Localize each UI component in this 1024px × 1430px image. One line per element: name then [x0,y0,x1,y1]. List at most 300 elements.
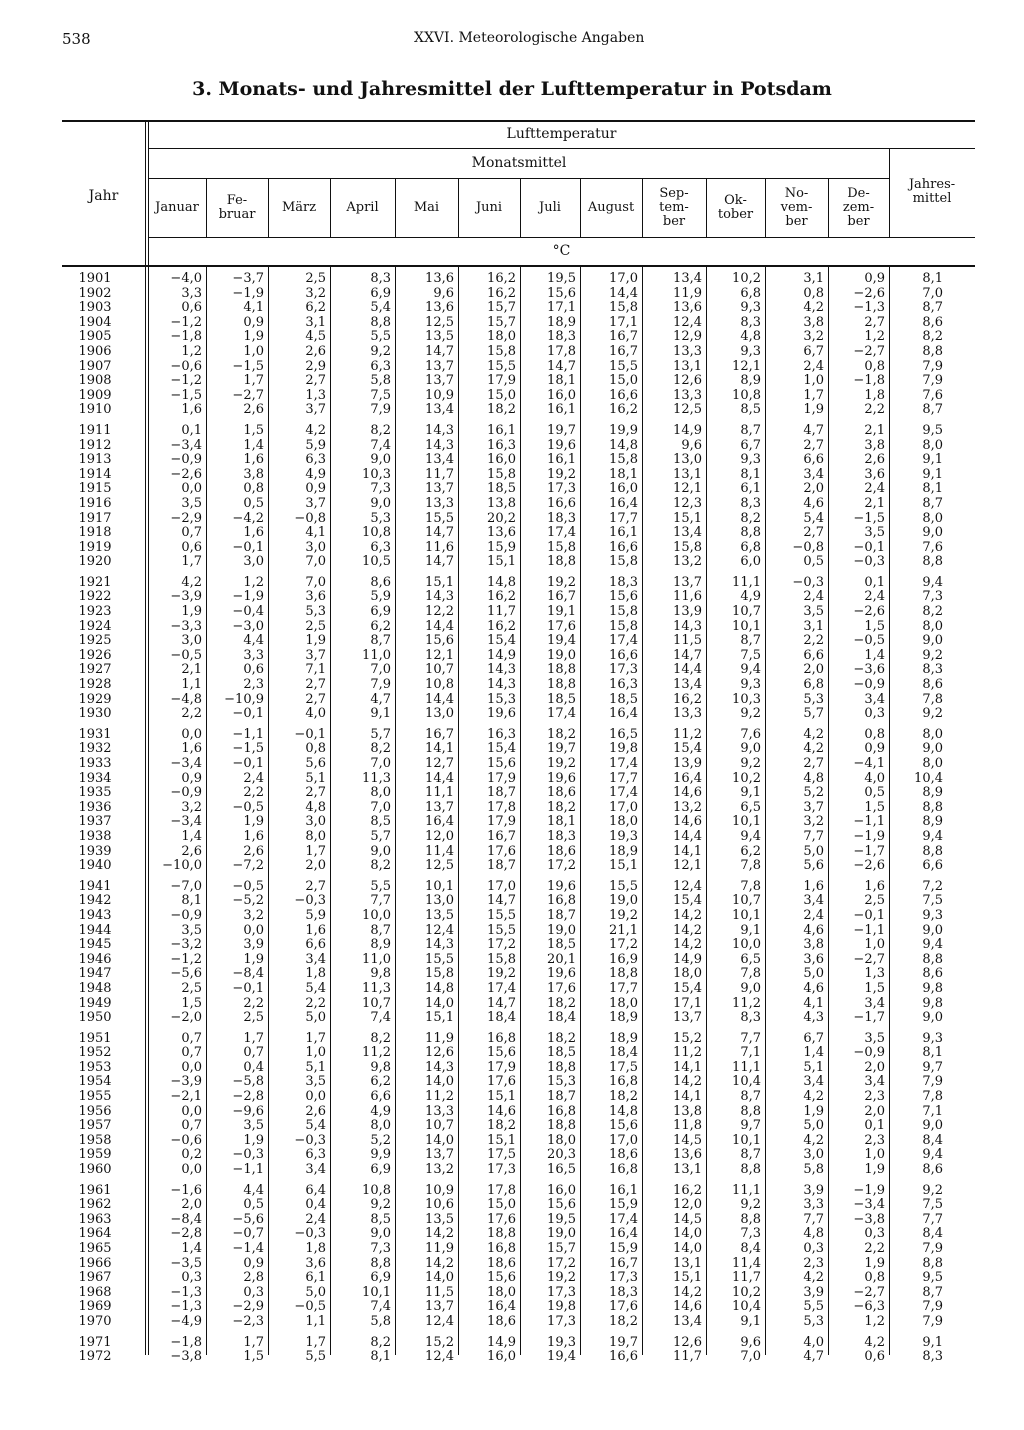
month-mean-cell: 17,7 [609,771,638,786]
month-mean-cell: 15,5 [487,359,516,374]
month-mean-cell: 14,9 [487,648,516,663]
month-mean-cell: 1,6 [243,526,264,541]
month-mean-cell: 8,4 [740,1242,761,1256]
month-mean-cell: −1,5 [170,388,202,403]
month-mean-cell: 4,0 [305,707,326,722]
month-mean-cell: 18,1 [609,467,638,482]
year-cell: 1922 [78,590,112,605]
annual-mean-cell: 7,5 [922,1198,943,1213]
month-mean-cell: 2,0 [864,1060,885,1075]
month-mean-cell: 0,4 [305,1198,326,1213]
month-mean-cell: 2,2 [864,403,885,418]
month-mean-cell: 0,0 [181,482,202,497]
annual-mean-cell: 8,8 [922,555,943,570]
month-mean-cell: 6,3 [305,1148,326,1163]
month-mean-cell: 15,1 [487,1090,516,1105]
table-row [62,403,947,418]
month-mean-cell: 17,6 [547,619,576,634]
month-mean-cell: 15,8 [425,967,454,982]
year-cell: 1902 [78,286,112,301]
month-mean-cell: 0,6 [864,1350,885,1365]
month-mean-cell: 3,5 [305,1075,326,1090]
month-mean-cell: 6,8 [740,286,761,301]
month-mean-cell: 13,9 [673,605,702,620]
year-cell: 1923 [78,605,112,620]
table-row [62,1134,947,1149]
month-mean-cell: 16,5 [609,726,638,742]
month-mean-cell: 16,3 [487,438,516,453]
header-bottom-rule [62,265,975,267]
month-mean-cell: 6,1 [740,482,761,497]
month-mean-cell: 14,6 [673,786,702,801]
month-mean-cell: −0,3 [294,1227,326,1242]
table-row [62,693,947,708]
month-mean-cell: −1,1 [853,923,885,938]
month-mean-cell: 4,9 [740,590,761,605]
table-row [62,678,947,693]
month-mean-cell: −0,1 [232,707,264,722]
month-mean-cell: 18,6 [547,786,576,801]
month-mean-cell: 1,9 [243,815,264,830]
month-mean-cell: 2,5 [243,1011,264,1026]
month-mean-cell: −1,6 [170,1182,202,1198]
month-mean-cell: 16,8 [609,1163,638,1178]
month-mean-cell: 13,2 [425,1163,454,1178]
month-mean-cell: 8,3 [740,1011,761,1026]
month-mean-cell: 16,1 [487,422,516,438]
month-mean-cell: 16,4 [609,707,638,722]
month-mean-cell: 12,1 [425,648,454,663]
month-mean-cell: 13,7 [425,1300,454,1315]
month-mean-cell: 1,6 [864,878,885,894]
annual-mean-cell: 9,1 [922,1334,943,1350]
month-mean-cell: 1,1 [305,1314,326,1329]
month-mean-cell: 13,7 [673,574,702,590]
table-row [62,1330,947,1351]
month-mean-cell: 2,2 [864,1242,885,1256]
annual-mean-cell: 7,9 [922,359,943,374]
month-mean-cell: 14,5 [673,1212,702,1227]
month-mean-cell: 2,6 [243,844,264,859]
month-mean-cell: 12,1 [732,359,761,374]
month-mean-cell: 5,7 [370,726,391,742]
month-mean-cell: 12,5 [673,403,702,418]
month-mean-cell: 13,2 [673,800,702,815]
month-mean-cell: 19,0 [547,1227,576,1242]
month-header: Januar [155,200,199,215]
month-mean-cell: 8,2 [740,511,761,526]
month-mean-cell: −3,4 [853,1198,885,1213]
month-mean-cell: 14,1 [673,1060,702,1075]
month-mean-cell: 19,2 [547,757,576,771]
month-mean-cell: −3,4 [170,757,202,771]
annual-mean-cell: 7,9 [922,1314,943,1329]
year-cell: 1959 [78,1148,112,1163]
month-mean-cell: 3,3 [243,648,264,663]
table-row [62,287,947,302]
year-cell: 1907 [78,359,112,374]
month-mean-cell: 19,2 [547,574,576,590]
month-mean-cell: 14,7 [425,555,454,570]
month-mean-cell: 17,9 [487,815,516,830]
month-mean-cell: −2,8 [232,1090,264,1105]
month-mean-cell: 7,7 [803,1212,824,1227]
month-mean-cell: 16,9 [609,952,638,967]
month-mean-cell: 17,9 [487,771,516,786]
month-mean-cell: 0,3 [181,1271,202,1286]
table-row [62,1242,947,1257]
month-mean-cell: 3,4 [305,1163,326,1178]
month-mean-cell: 16,4 [673,771,702,786]
annual-mean-cell: 9,1 [922,467,943,482]
month-mean-cell: 14,8 [609,1104,638,1119]
year-cell: 1935 [78,786,112,801]
month-mean-cell: 7,5 [740,648,761,663]
table-row [62,894,947,909]
month-mean-cell: 8,3 [740,315,761,330]
month-mean-cell: 8,2 [370,1030,391,1046]
month-mean-cell: 10,7 [362,996,391,1011]
month-mean-cell: 10,1 [732,619,761,634]
month-mean-cell: 19,6 [487,707,516,722]
month-mean-cell: 10,7 [425,1119,454,1134]
table-row [62,953,947,968]
month-mean-cell: 17,7 [609,511,638,526]
month-mean-cell: 6,7 [803,344,824,359]
month-mean-cell: 5,3 [305,605,326,620]
month-mean-cell: 10,1 [425,878,454,894]
month-mean-cell: 8,1 [181,894,202,909]
month-mean-cell: 7,8 [740,878,761,894]
year-cell: 1962 [78,1198,112,1213]
month-mean-cell: 12,5 [425,315,454,330]
table-row [62,722,947,743]
month-mean-cell: 14,2 [673,908,702,923]
month-mean-cell: 15,8 [547,540,576,555]
month-mean-cell: 14,9 [673,422,702,438]
month-mean-cell: 3,7 [305,496,326,511]
month-mean-cell: 8,2 [370,742,391,757]
month-mean-cell: 6,3 [370,540,391,555]
month-mean-cell: 19,9 [609,422,638,438]
month-mean-cell: 18,5 [609,692,638,707]
month-mean-cell: 18,8 [547,555,576,570]
month-mean-cell: 14,8 [425,981,454,996]
month-mean-cell: 1,0 [305,1046,326,1061]
month-mean-cell: −1,8 [170,1334,202,1350]
table-row [62,1163,947,1178]
month-mean-cell: 13,7 [425,1148,454,1163]
month-mean-cell: 15,0 [487,388,516,403]
month-mean-cell: 15,6 [487,1271,516,1286]
month-mean-cell: 13,2 [673,555,702,570]
month-mean-cell: 0,3 [803,1242,824,1256]
month-mean-cell: 12,1 [673,859,702,874]
month-mean-cell: 15,1 [609,859,638,874]
month-mean-cell: 8,7 [740,422,761,438]
month-mean-cell: 5,5 [370,878,391,894]
month-mean-cell: −3,8 [853,1212,885,1227]
month-mean-cell: 0,0 [305,1090,326,1105]
month-mean-cell: 7,1 [740,1046,761,1061]
month-mean-cell: 7,8 [740,967,761,982]
month-mean-cell: 3,9 [243,938,264,953]
month-mean-cell: 14,3 [673,619,702,634]
month-mean-cell: 9,6 [433,286,454,301]
month-mean-cell: 13,4 [425,453,454,468]
month-header: Juli [539,200,561,215]
month-mean-cell: 10,0 [732,938,761,953]
month-mean-cell: 1,9 [864,1163,885,1178]
year-cell: 1947 [78,967,112,982]
month-mean-cell: 2,0 [864,1104,885,1119]
month-mean-cell: 14,3 [487,663,516,678]
year-cell: 1964 [78,1227,112,1242]
month-mean-cell: 1,9 [864,1256,885,1271]
annual-mean-cell: 9,4 [922,938,943,953]
month-mean-cell: 19,0 [609,894,638,909]
year-cell: 1940 [78,859,112,874]
month-mean-cell: 4,2 [864,1334,885,1350]
month-mean-cell: 5,4 [305,1119,326,1134]
annual-mean-cell: 8,7 [922,403,943,418]
year-cell: 1943 [78,908,112,923]
month-header: April [346,200,379,215]
annual-mean-cell: 9,5 [922,1271,943,1286]
year-cell: 1915 [78,482,112,497]
month-mean-cell: 0,3 [243,1285,264,1300]
month-mean-cell: 9,3 [740,678,761,693]
month-mean-cell: 9,0 [370,496,391,511]
month-mean-cell: 18,6 [487,1256,516,1271]
month-mean-cell: 0,5 [243,496,264,511]
month-mean-cell: 17,0 [487,878,516,894]
month-mean-cell: 5,5 [370,330,391,345]
month-mean-cell: −1,5 [853,511,885,526]
month-mean-cell: 12,2 [425,605,454,620]
table-row [62,330,947,345]
month-mean-cell: 6,8 [740,540,761,555]
month-mean-cell: 4,9 [370,1104,391,1119]
month-mean-cell: 11,7 [487,605,516,620]
month-mean-cell: 2,7 [305,786,326,801]
table-row [62,649,947,664]
month-mean-cell: 4,8 [803,1227,824,1242]
month-mean-cell: 1,7 [803,388,824,403]
annual-mean-cell: 8,2 [922,330,943,345]
month-mean-cell: 5,7 [803,707,824,722]
month-mean-cell: 15,1 [673,1271,702,1286]
month-mean-cell: 18,5 [487,482,516,497]
month-mean-cell: 3,6 [864,467,885,482]
month-mean-cell: 15,4 [673,981,702,996]
annual-mean-cell: 8,0 [922,726,943,742]
month-mean-cell: 13,5 [425,908,454,923]
month-mean-cell: −1,1 [232,726,264,742]
month-mean-cell: 1,4 [803,1046,824,1061]
month-mean-cell: 14,9 [673,952,702,967]
month-mean-cell: −3,9 [170,590,202,605]
month-mean-cell: 8,0 [305,829,326,844]
month-mean-cell: 10,2 [732,1285,761,1300]
month-mean-cell: 1,9 [181,605,202,620]
month-mean-cell: 5,0 [803,844,824,859]
month-mean-cell: 19,7 [547,422,576,438]
month-mean-cell: 5,8 [370,374,391,389]
month-mean-cell: 17,9 [487,1060,516,1075]
month-mean-cell: 0,9 [864,272,885,286]
month-mean-cell: 1,6 [243,453,264,468]
month-mean-cell: 3,8 [803,938,824,953]
month-mean-cell: 12,0 [673,1198,702,1213]
month-mean-cell: 5,6 [305,757,326,771]
table-row [62,786,947,801]
month-mean-cell: −10,0 [162,859,202,874]
month-mean-cell: 0,6 [181,301,202,316]
month-mean-cell: 15,1 [487,1133,516,1148]
month-mean-cell: 0,8 [864,726,885,742]
annual-mean-cell: 7,6 [922,388,943,403]
month-mean-cell: 14,6 [673,1300,702,1315]
month-mean-cell: 14,3 [425,938,454,953]
annual-mean-cell: 8,8 [922,844,943,859]
month-mean-cell: 6,6 [803,648,824,663]
month-mean-cell: 1,9 [305,634,326,649]
month-mean-cell: 1,8 [864,388,885,403]
month-mean-cell: −2,6 [853,859,885,874]
month-mean-cell: 14,3 [425,422,454,438]
month-mean-cell: 7,0 [305,555,326,570]
month-mean-cell: 6,3 [305,453,326,468]
month-mean-cell: 14,2 [673,938,702,953]
month-mean-cell: 10,7 [732,894,761,909]
month-mean-cell: 9,2 [740,1198,761,1213]
month-mean-cell: −4,2 [232,511,264,526]
month-mean-cell: 15,8 [487,344,516,359]
month-mean-cell: 2,4 [864,590,885,605]
month-mean-cell: 17,6 [487,844,516,859]
annual-mean-cell: 8,9 [922,786,943,801]
month-mean-cell: 11,2 [362,1046,391,1061]
month-mean-cell: 2,9 [305,359,326,374]
month-mean-cell: 9,2 [740,707,761,722]
month-mean-cell: 16,1 [547,453,576,468]
month-mean-cell: 5,7 [370,829,391,844]
month-mean-cell: 19,8 [609,742,638,757]
month-mean-cell: 15,5 [609,359,638,374]
month-mean-cell: 18,3 [609,574,638,590]
year-cell: 1910 [78,403,112,418]
month-mean-cell: 14,8 [609,438,638,453]
month-mean-cell: −3,8 [170,1350,202,1365]
month-mean-cell: 13,1 [673,467,702,482]
month-mean-cell: 3,7 [305,648,326,663]
month-mean-cell: 1,2 [864,1314,885,1329]
month-mean-cell: 6,3 [370,359,391,374]
year-cell: 1901 [78,272,112,286]
month-mean-cell: −3,7 [232,272,264,286]
month-mean-cell: −8,4 [170,1212,202,1227]
month-mean-cell: 11,1 [732,574,761,590]
month-mean-cell: 2,5 [305,619,326,634]
table-row [62,439,947,454]
table-row [62,272,947,287]
month-mean-cell: 2,1 [864,496,885,511]
annual-mean-cell: 7,9 [922,1075,943,1090]
month-mean-cell: −6,3 [853,1300,885,1315]
annual-mean-cell: 8,4 [922,1133,943,1148]
month-mean-cell: 7,0 [370,757,391,771]
month-mean-cell: 7,1 [305,663,326,678]
month-header: Mai [413,200,440,215]
month-mean-cell: 8,2 [370,422,391,438]
month-mean-cell: 2,3 [803,1256,824,1271]
month-mean-cell: 1,7 [305,1030,326,1046]
month-mean-cell: 1,4 [181,1242,202,1256]
month-mean-cell: 19,5 [547,272,576,286]
month-mean-cell: −0,8 [792,540,824,555]
month-mean-cell: 3,5 [864,1030,885,1046]
month-mean-cell: 3,1 [803,272,824,286]
month-mean-cell: 0,7 [243,1046,264,1061]
month-mean-cell: 17,2 [547,1256,576,1271]
month-mean-cell: 14,2 [673,1285,702,1300]
month-mean-cell: −10,9 [224,692,264,707]
month-mean-cell: 1,9 [243,330,264,345]
month-mean-cell: 11,0 [362,648,391,663]
month-mean-cell: 7,0 [305,574,326,590]
month-mean-cell: 3,6 [305,1256,326,1271]
month-mean-cell: −5,2 [232,894,264,909]
year-cell: 1950 [78,1011,112,1026]
month-mean-cell: 12,5 [425,859,454,874]
month-mean-cell: 16,3 [609,678,638,693]
year-cell: 1913 [78,453,112,468]
month-mean-cell: 8,1 [740,467,761,482]
month-mean-cell: −0,3 [294,1133,326,1148]
table-row [62,830,947,845]
month-mean-cell: 18,0 [547,1133,576,1148]
month-mean-cell: 11,4 [732,1256,761,1271]
month-mean-cell: 10,8 [362,526,391,541]
month-mean-cell: 14,7 [425,344,454,359]
month-mean-cell: 4,2 [803,742,824,757]
annual-mean-cell: 8,7 [922,496,943,511]
month-mean-cell: 8,8 [740,1104,761,1119]
month-mean-cell: 17,6 [487,1212,516,1227]
month-mean-cell: 8,5 [370,815,391,830]
month-mean-cell: 12,1 [673,482,702,497]
month-mean-cell: −3,0 [232,619,264,634]
table-row [62,801,947,816]
month-mean-cell: 1,2 [181,344,202,359]
year-cell: 1946 [78,952,112,967]
month-mean-cell: 5,1 [305,771,326,786]
month-mean-cell: 12,0 [425,829,454,844]
month-mean-cell: 12,4 [425,1350,454,1365]
annual-mean-cell: 8,0 [922,511,943,526]
table-row [62,1315,947,1330]
year-cell: 1971 [78,1334,112,1350]
month-mean-cell: 0,5 [864,786,885,801]
annual-mean-cell: 8,8 [922,800,943,815]
month-mean-cell: 18,9 [609,1011,638,1026]
month-mean-cell: 4,6 [803,923,824,938]
month-mean-cell: 17,5 [487,1148,516,1163]
month-mean-cell: 19,0 [547,648,576,663]
month-mean-cell: 18,4 [547,1011,576,1026]
month-mean-cell: 7,4 [370,438,391,453]
